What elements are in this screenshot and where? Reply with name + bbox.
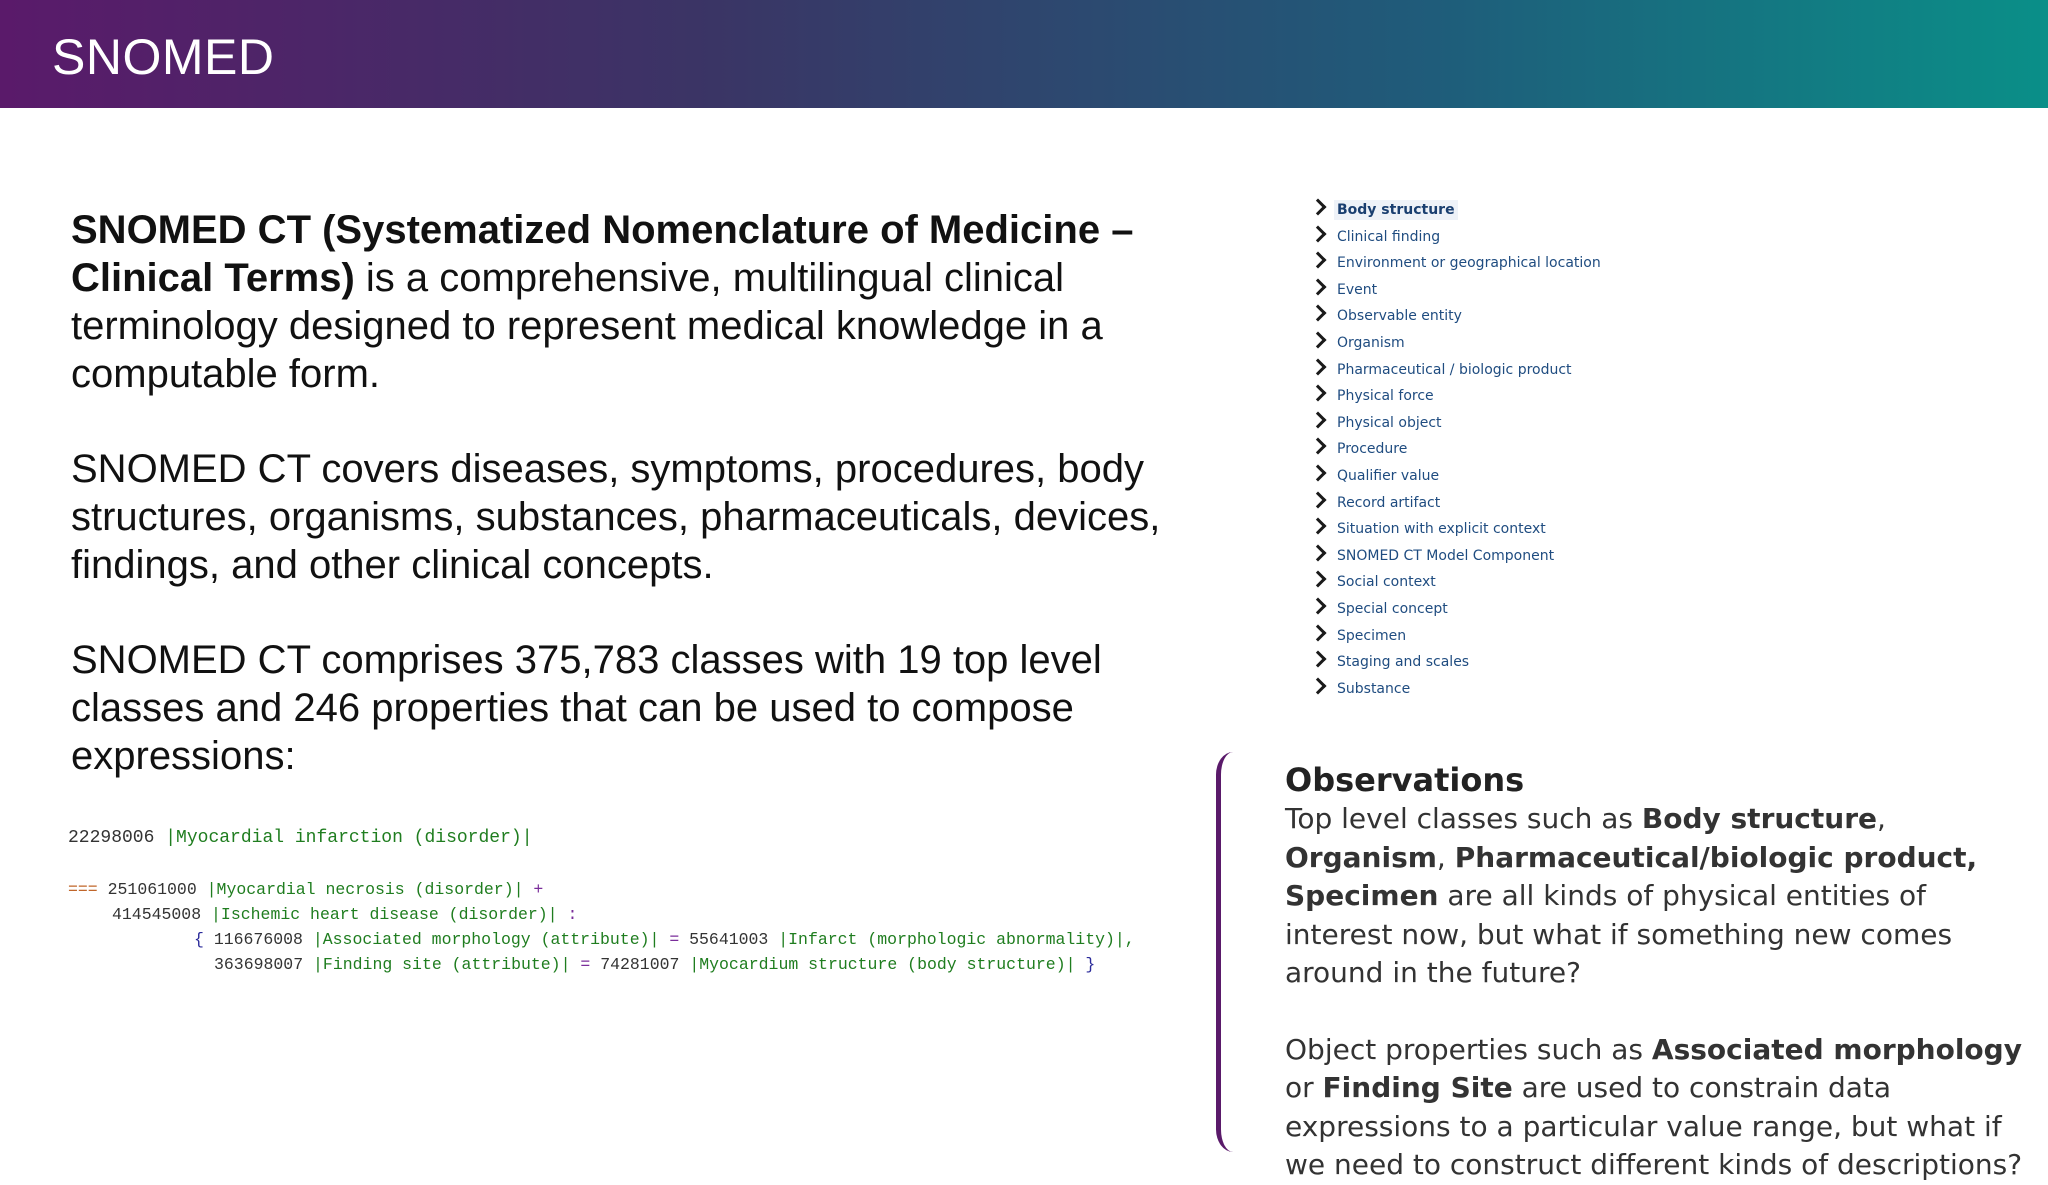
tree-item[interactable]	[1310, 200, 1458, 224]
tree-item[interactable]	[1310, 519, 1549, 543]
observations-title: Observations	[1285, 761, 1525, 799]
refinement-operator: :	[567, 905, 578, 924]
tree-item[interactable]	[1310, 466, 1442, 490]
tree-item[interactable]	[1310, 386, 1437, 410]
value-term: |Infarct (morphologic abnormality)|,	[778, 930, 1135, 949]
tree-item[interactable]	[1310, 360, 1575, 384]
slide-title: SNOMED	[52, 29, 275, 85]
chevron-right-icon[interactable]	[1310, 411, 1327, 428]
tree-item[interactable]	[1310, 572, 1439, 596]
tree-item-label: Observable entity	[1337, 308, 1462, 325]
chevron-right-icon[interactable]	[1310, 624, 1327, 641]
chevron-right-icon[interactable]	[1310, 571, 1327, 588]
chevron-right-icon[interactable]	[1310, 465, 1327, 482]
tree-item-label: Pharmaceutical / biologic product	[1337, 361, 1572, 378]
obs-emphasis: Body structure	[1641, 802, 1878, 835]
expression-line	[112, 905, 577, 924]
tree-item[interactable]	[1310, 413, 1445, 437]
chevron-right-icon[interactable]	[1310, 677, 1327, 694]
tree-item[interactable]	[1310, 493, 1443, 517]
value-term: |Myocardium structure (body structure)|	[689, 955, 1076, 974]
tree-item[interactable]	[1310, 306, 1465, 330]
tree-item-label: Staging and scales	[1337, 654, 1470, 671]
tree-item[interactable]	[1310, 546, 1557, 570]
tree-item-label: Substance	[1337, 680, 1411, 697]
tree-item[interactable]	[1310, 626, 1409, 650]
chevron-right-icon[interactable]	[1310, 358, 1327, 375]
title-banner	[0, 0, 2048, 108]
chevron-right-icon[interactable]	[1310, 598, 1327, 615]
concept-term: |Myocardial infarction (disorder)|	[165, 828, 533, 848]
tree-item-label: Social context	[1337, 574, 1436, 591]
tree-item[interactable]	[1310, 253, 1604, 277]
tree-item-label: Physical force	[1337, 388, 1434, 405]
tree-item[interactable]	[1310, 652, 1472, 676]
observations-panel	[1285, 760, 2025, 1185]
concept-term: |Myocardial necrosis (disorder)|	[206, 880, 524, 899]
obs-text: ,	[1436, 840, 1455, 874]
chevron-right-icon[interactable]	[1310, 438, 1327, 455]
obs-emphasis: Finding Site	[1322, 1071, 1513, 1104]
expression-line	[68, 828, 533, 848]
intro-paragraph-1	[71, 206, 1201, 398]
plus-operator: +	[533, 880, 544, 899]
attribute-code: 363698007	[214, 955, 304, 974]
obs-text: are all kinds of physical entities of interest now, but what if something new comes around in the future?	[1285, 879, 1953, 989]
tree-item-label: Body structure	[1334, 200, 1458, 220]
equals-operator: =	[669, 930, 680, 949]
chevron-right-icon[interactable]	[1310, 252, 1327, 269]
tree-item-label: Specimen	[1337, 627, 1407, 644]
value-code: 55641003	[689, 930, 769, 949]
chevron-right-icon[interactable]	[1310, 651, 1327, 668]
tree-item[interactable]	[1310, 439, 1410, 463]
tree-item-label: Environment or geographical location	[1337, 255, 1601, 272]
equals-operator: =	[580, 955, 591, 974]
expression-line	[214, 955, 1095, 974]
observations-accent-bar	[1216, 752, 1233, 1152]
value-code: 74281007	[600, 955, 680, 974]
observations-paragraph-1	[1285, 800, 2025, 993]
intro-paragraph-3: SNOMED CT comprises 375,783 classes with 19 top level classes and 246 properties that can be used to compose expressions:	[71, 638, 1102, 778]
concept-code: 414545008	[112, 905, 202, 924]
chevron-right-icon[interactable]	[1310, 225, 1327, 242]
open-brace: {	[194, 930, 204, 949]
close-brace: }	[1085, 955, 1096, 974]
chevron-right-icon[interactable]	[1310, 544, 1327, 561]
tree-item-label: SNOMED CT Model Component	[1337, 547, 1555, 564]
attribute-code: 116676008	[213, 930, 303, 949]
tree-item-label: Qualifier value	[1337, 468, 1440, 484]
expression-line	[194, 930, 1135, 949]
tree-item-label: Event	[1337, 281, 1378, 298]
intro-bold-term: SNOMED CT (Systematized Nomenclature of Medicine – Clinical Terms)	[71, 208, 1134, 300]
expression-line	[68, 880, 543, 899]
obs-emphasis: Associated morphology	[1651, 1032, 2022, 1066]
attribute-term: |Associated morphology (attribute)|	[312, 930, 660, 949]
tree-item[interactable]	[1310, 333, 1408, 357]
chevron-right-icon[interactable]	[1310, 491, 1327, 508]
tree-item[interactable]	[1310, 679, 1413, 703]
obs-text: ,	[1877, 802, 1886, 835]
concept-code: 251061000	[107, 880, 197, 899]
concept-code: 22298006	[68, 828, 155, 848]
tree-item-label: Record artifact	[1337, 494, 1441, 511]
chevron-right-icon[interactable]	[1310, 199, 1327, 216]
concept-term: |Ischemic heart disease (disorder)|	[211, 905, 558, 924]
obs-text: Top level classes such as	[1285, 802, 1642, 835]
obs-text: or	[1285, 1071, 1323, 1104]
chevron-right-icon[interactable]	[1310, 278, 1327, 295]
tree-item-label: Situation with explicit context	[1337, 521, 1546, 538]
obs-emphasis: Pharmaceutical/biologic product, Specimen	[1285, 840, 1978, 912]
tree-item[interactable]	[1310, 599, 1451, 623]
chevron-right-icon[interactable]	[1310, 385, 1327, 402]
tree-item-label: Clinical finding	[1337, 228, 1441, 245]
tree-item-label: Procedure	[1337, 441, 1408, 458]
chevron-right-icon[interactable]	[1310, 305, 1327, 322]
obs-emphasis: Organism	[1285, 840, 1437, 874]
chevron-right-icon[interactable]	[1310, 332, 1327, 349]
chevron-right-icon[interactable]	[1310, 518, 1327, 535]
observations-paragraph-2	[1285, 1031, 2025, 1185]
tree-item-label: Special concept	[1337, 601, 1448, 617]
intro-p1-text: is a comprehensive, multilingual clinical terminology designed to represent medical knowledge in a computable form.	[71, 256, 1103, 396]
obs-text: Object properties such as	[1285, 1032, 1652, 1066]
attribute-term: |Finding site (attribute)|	[313, 955, 571, 974]
obs-text: are used to constrain data expressions to a particular value range, but what if we need to construct different kinds of descriptions?	[1285, 1071, 2023, 1181]
tree-item-label: Organism	[1337, 335, 1405, 351]
intro-paragraph-2: SNOMED CT covers diseases, symptoms, procedures, body structures, organisms, substances, pharmaceuticals, devices, findings, and other clinical concepts.	[71, 447, 1161, 587]
equivalence-operator: ===	[68, 880, 98, 899]
tree-item[interactable]	[1310, 280, 1380, 304]
tree-item-label: Physical object	[1337, 414, 1442, 431]
tree-item[interactable]	[1310, 227, 1443, 251]
